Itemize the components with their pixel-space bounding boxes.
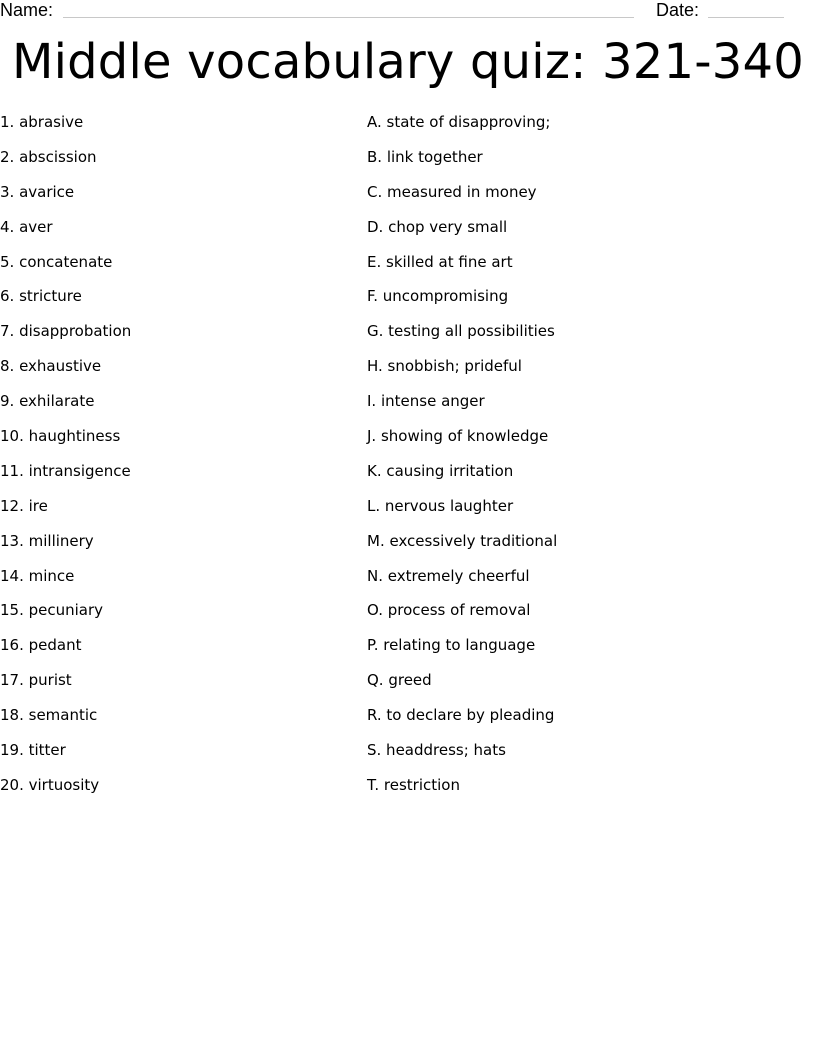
definition-item: C. measured in money (367, 182, 537, 201)
definition-item: Q. greed (367, 671, 432, 690)
definition-item: O. process of removal (367, 601, 531, 620)
definition-item: M. excessively traditional (367, 531, 558, 550)
definition-item: B. link together (367, 147, 483, 166)
definitions-list (367, 111, 787, 809)
term-item: 12. ire (0, 496, 48, 515)
term-item: 9. exhilarate (0, 392, 95, 411)
definition-item: J. showing of knowledge (367, 427, 549, 446)
term-item: 16. pedant (0, 636, 82, 655)
term-item: 15. pecuniary (0, 601, 104, 620)
definition-item: S. headdress; hats (367, 741, 506, 760)
definition-item: F. uncompromising (367, 287, 509, 306)
term-item: 19. titter (0, 741, 66, 760)
page-title: Middle vocabulary quiz: 321-340 (11, 34, 805, 90)
term-item: 17. purist (0, 671, 72, 690)
definition-item: G. testing all possibilities (367, 322, 555, 341)
definition-item: K. causing irritation (367, 461, 514, 480)
definition-item: N. extremely cheerful (367, 566, 530, 585)
term-item: 14. mince (0, 566, 75, 585)
term-item: 10. haughtiness (0, 427, 121, 446)
definition-item: P. relating to language (367, 636, 536, 655)
name-blank-line (63, 17, 634, 18)
worksheet-header (0, 0, 816, 24)
definition-item: E. skilled at fine art (367, 252, 513, 271)
definition-item: A. state of disapproving; (367, 113, 551, 131)
name-label: Name: (0, 0, 54, 20)
term-item: 1. abrasive (0, 113, 84, 131)
definition-item: L. nervous laughter (367, 496, 514, 515)
term-item: 2. abscission (0, 147, 97, 166)
definition-item: I. intense anger (367, 392, 485, 411)
term-item: 4. aver (0, 217, 53, 236)
date-blank-line (708, 17, 784, 18)
term-item: 18. semantic (0, 706, 98, 725)
definition-item: R. to declare by pleading (367, 706, 555, 725)
definition-item: H. snobbish; prideful (367, 357, 522, 376)
date-label: Date: (656, 0, 700, 20)
term-item: 6. stricture (0, 287, 82, 306)
term-item: 8. exhaustive (0, 357, 102, 376)
definition-item: T. restriction (367, 775, 460, 794)
term-item: 11. intransigence (0, 461, 131, 480)
term-item: 20. virtuosity (0, 775, 100, 794)
term-item: 7. disapprobation (0, 322, 132, 341)
definition-item: D. chop very small (367, 217, 508, 236)
term-item: 13. millinery (0, 531, 94, 550)
term-item: 5. concatenate (0, 252, 113, 271)
term-item: 3. avarice (0, 182, 75, 201)
terms-list (0, 111, 340, 809)
